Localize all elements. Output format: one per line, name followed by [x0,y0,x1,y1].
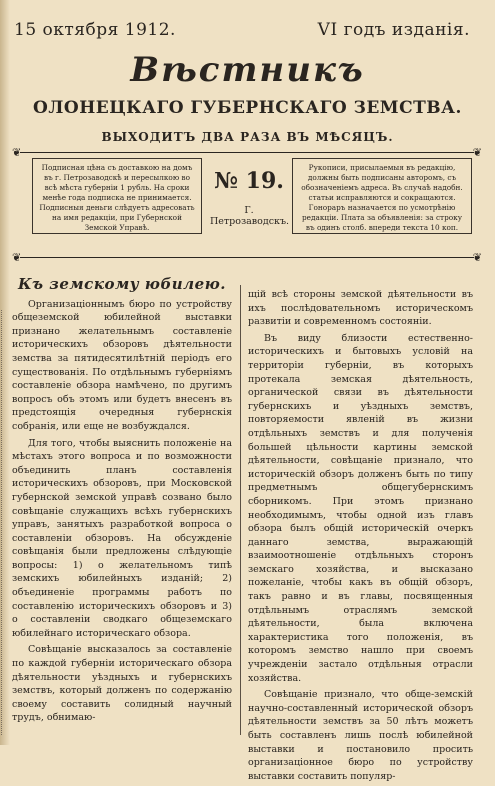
year-of-issue: VI годъ изданія. [317,20,470,40]
ornament-rule-top [12,148,482,158]
ornament-right-icon: ❦ [472,146,482,159]
issue-date: 15 октября 1912. [14,20,176,40]
article-paragraph: Въ виду близости естественно-историческихъ и бытовыхъ условій на территоріи губерніи, въ которыхъ протекала земская дѣятельность, органической связи въ дѣятельности губернскихъ и уѣздныхъ земствъ, повторяемости явленій въ жизни отдѣльныхъ земствъ и для полученія большей цѣльности картины земской дѣятельности, совѣщаніе признало, что историческій обзоръ долженъ быть по типу предметнымъ общегубернскимъ сборникомъ. При этомъ признано необходимымъ, чтобы одной изъ главъ обзора былъ общій историческій очеркъ даннаго земства, выражающій взаимоотношеніе отдѣльныхъ сторонъ земскаго хозяйства, и высказано пожеланіе, чтобы какъ въ общій обзоръ, такъ равно и въ главы, посвященныя отдѣльнымъ отраслямъ земской дѣятельности, была включена характеристика того положенія, въ которомъ земство нашло при своемъ учрежденіи застало отдѣльныя отрасли хозяйства. [248,332,473,684]
article-paragraph: Для того, чтобы выяснить положеніе на мѣстахъ этого вопроса и по возможности объединить планъ составленія историческихъ обзоровъ, при Московской губернской земской управѣ созвано было совѣщаніе служащихъ всѣхъ губернскихъ управъ, занятыхъ разработкой вопроса о составленіи обзоровъ. На обсужденіе совѣщанія были предложены слѣдующіе вопросы: 1) о желательномъ типѣ земскихъ юбилейныхъ изданій; 2) объединеніе программы работъ по составленію историческихъ обзоровъ и 3) о составленіи сводкаго общеземскаго юбилейнаго историческаго обзора. [12,437,232,639]
ornament-rule-bottom [12,253,482,263]
ornament-left-icon: ❦ [12,146,22,159]
article-column-right [248,288,473,786]
newspaper-subtitle: ОЛОНЕЦКАГО ГУБЕРНСКАГО ЗЕМСТВА. [33,98,462,118]
binding-rail [1,310,10,735]
newspaper-title: Вѣстникъ [130,50,365,90]
article-paragraph: Совѣщаніе признало, что обще-земскій научно-составленный исторической обзоръ дѣятельности земствъ за 50 лѣтъ можетъ быть составленъ лишь послѣ юбилейной выставки и постановило просить организаціонное бюро по устройству выставки составить популяр- [248,689,473,782]
publication-frequency: ВЫХОДИТЪ ДВА РАЗА ВЪ МѢСЯЦЪ. [101,130,394,144]
article-paragraph: щій всѣ стороны земской дѣятельности въ ихъ послѣдовательномъ историческомъ развитіи и современномъ состояніи. [248,289,473,328]
article-paragraph: Совѣщаніе высказалось за составленіе по каждой губерніи историческаго обзора дѣятельности уѣздныхъ и губернскихъ земствъ, который долженъ по содержанію своему составить солидный научный трудъ, обнимаю- [12,644,232,724]
article-title: Къ земскому юбилею. [18,275,226,293]
subscription-box: Подписная цѣна съ доставкою на домъ въ г. Петрозаводскѣ и пересылкою во всѣ мѣста губерніи 1 рубль. На сроки менѣе года подписка не принимается. Подписныя деньги слѣдуетъ адресовать на имя редакціи, при Губернской Земской Управѣ. [32,158,202,234]
ornament-right-icon: ❦ [472,251,482,264]
ornament-left-icon: ❦ [12,251,22,264]
issue-number: № 19. [214,168,284,194]
column-divider [240,285,241,735]
article-paragraph: Организаціоннымъ бюро по устройству общеземской юбилейной выставки признано желательнымъ составленіе историческихъ обзоровъ дѣятельности земства за пятидесятилѣтній періодъ его существованія. По отдѣльнымъ губерніямъ составленіе обзора намѣчено, по другимъ вопросъ объ этомъ или будетъ внесенъ въ предстоящія очередныя губернскія собранія, или еще не возбуждался. [12,298,232,432]
issue-city: Г. Петрозаводскъ. [210,205,290,227]
article-column-left [12,275,232,728]
editorial-box: Рукописи, присылаемыя въ редакцію, должны быть подписаны авторомъ, съ обозначеніемъ адреса. Въ случаѣ надобн. статьи исправляются и сокращаются. Гонораръ назначается по усмотрѣнію редакціи. Плата за объявленія: за строку въ одинъ столб. впереди текста 10 коп. [292,158,472,234]
